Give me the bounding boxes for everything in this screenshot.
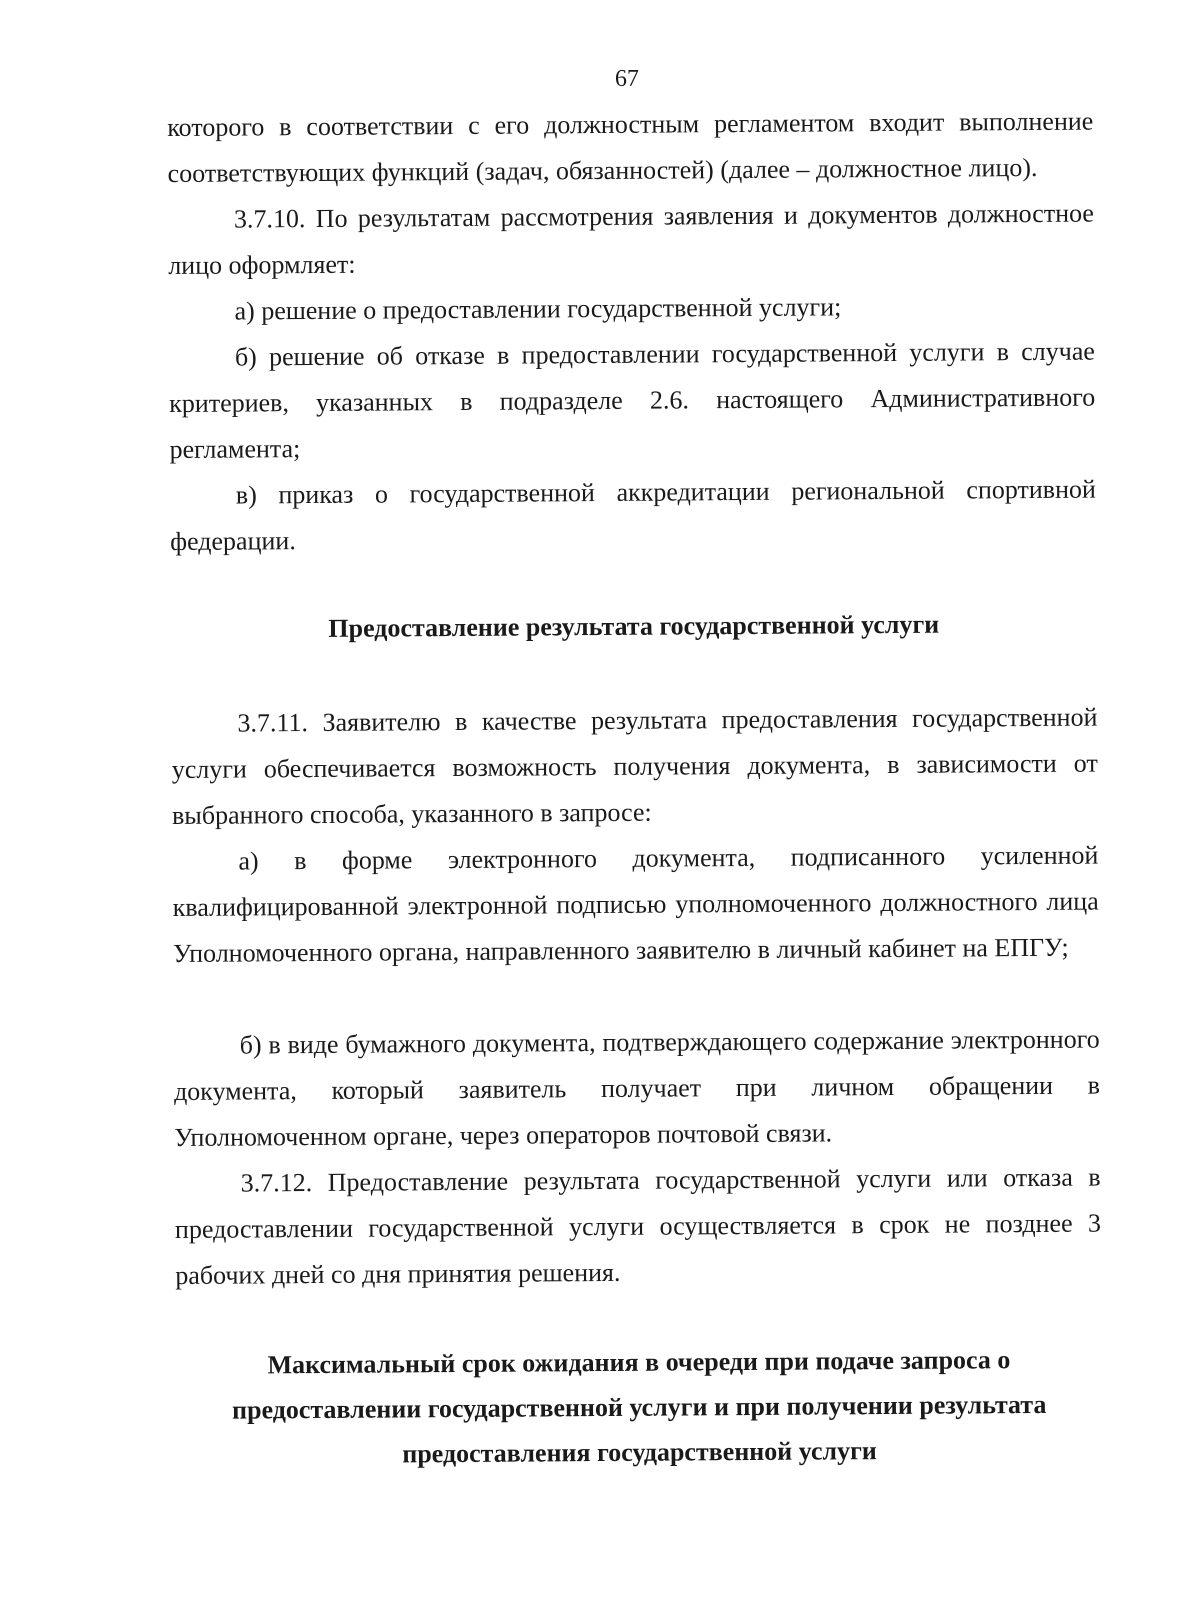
paragraph-item-a-electronic: а) в форме электронного документа, подписанного усиленной квалифицированной электронной подписью уполномоченного должностного лица Уполномоченного органа, направленного заявителю в личный кабинет на ЕПГУ; — [172, 840, 1099, 968]
paragraph-item-b-refusal: б) решение об отказе в предоставлении государственной услуги в случае критериев, указанных в подразделе 2.6. настоящего Административного регламента; — [169, 336, 1096, 464]
section-heading-result: Предоставление результата государственной услуги — [328, 609, 940, 643]
paragraph-item-a-decision: а) решение о предоставлении государственной услуги; — [234, 292, 842, 326]
page-number: 67 — [614, 65, 640, 92]
paragraph-3-7-11: 3.7.11. Заявителю в качестве результата предоставления государственной услуги обеспечивается возможность получения документа, в зависимости от выбранного способа, указанного в запросе: — [171, 702, 1098, 830]
paragraph-item-c-order: в) приказ о государственной аккредитации региональной спортивной федерации. — [170, 474, 1096, 556]
paragraph-3-7-12: 3.7.12. Предоставление результата государственной услуги или отказа в предоставлении государственной услуги осуществляется в срок не позднее 3 рабочих дней со дня принятия решения. — [174, 1162, 1102, 1290]
paragraph-3-7-10: 3.7.10. По результатам рассмотрения заявления и документов должностное лицо оформляет: — [168, 198, 1095, 281]
paragraph-continuation: которого в соответствии с его должностным регламентом входит выполнение соответствующих функций (задач, обязанностей) (далее – должностное лицо). — [167, 106, 1094, 189]
section-heading-waiting-time: Максимальный срок ожидания в очереди при подаче запроса о предоставлении государственной услуги и при получении результата предоставления государственной услуги — [231, 1345, 1047, 1469]
paragraph-item-b-paper: б) в виде бумажного документа, подтверждающего содержание электронного документа, который заявитель получает при личном обращении в Уполномоченном органе, через операторов почтовой связи. — [173, 1024, 1101, 1152]
